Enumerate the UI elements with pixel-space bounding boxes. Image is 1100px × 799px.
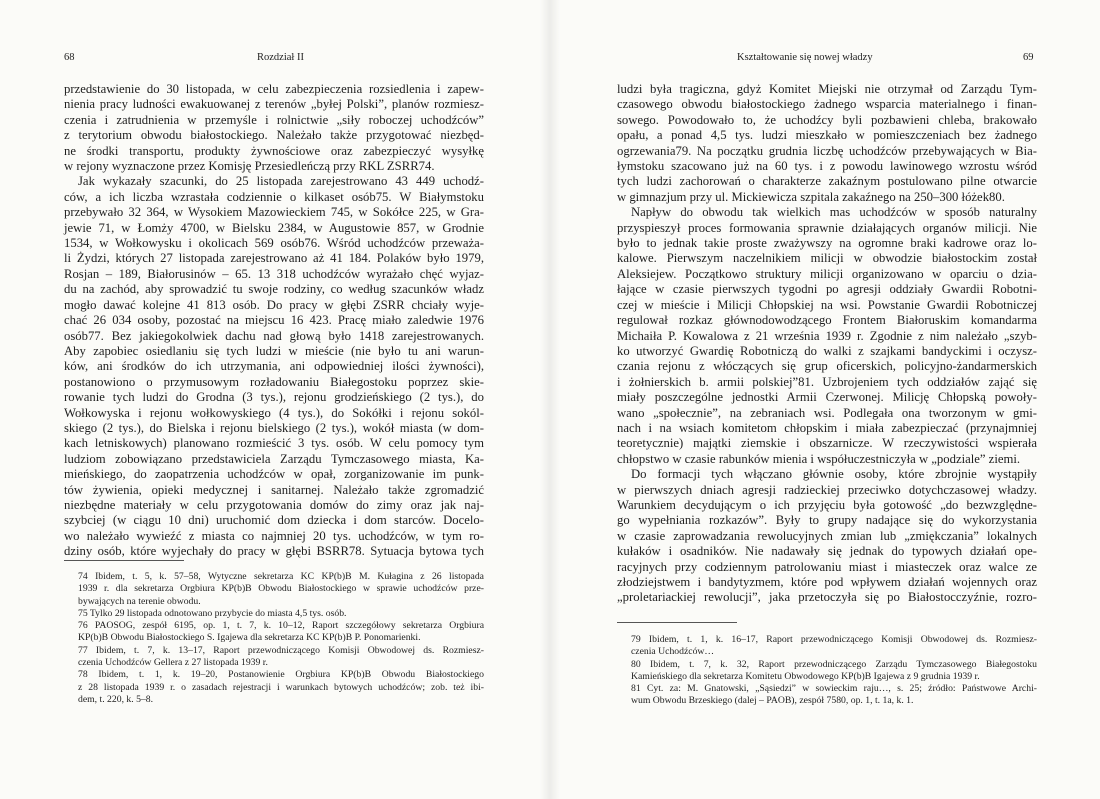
footnote <box>64 620 484 645</box>
page-number-right: 69 <box>1023 52 1034 63</box>
footnote-line: 1939 r. dla sekretarza Orgbiura KP(b)B Obwodu Białostockiego w sprawie uchodźców prze- <box>78 583 484 595</box>
right-body-text <box>617 82 1037 606</box>
body-line: łające w czasie pierwszych tygodni po agresji oddziały Gwardii Robotni- <box>617 282 1037 297</box>
body-line: kułaków i osadników. Nie nadawały się jednak do typowych działań ope- <box>617 544 1037 559</box>
body-line: w pierwszych dniach agresji radzieckiej przeciwko dotychczasowej władzy. <box>617 482 1037 497</box>
right-page <box>550 0 1100 799</box>
body-line: czasowego obwodu białostockiego żadnego wsparcia materialnego i finan- <box>617 97 1037 112</box>
body-line: chać 26 034 osoby, pozostać na miejscu 16 423. Pracę miało zaledwie 1976 <box>64 313 484 328</box>
body-line: rowanie tych ludzi do Grodna (3 tys.), rejonu grodzieńskiego (2 tys.), do <box>64 390 484 405</box>
right-footnotes <box>617 634 1037 708</box>
body-line: ludziom zobowiązano przedstawiciela Zarządu Tymczasowego miasta, Ka- <box>64 451 484 466</box>
body-line: sowego. Powodowało to, że uchodźcy byli pozbawieni chleba, brakowało <box>617 112 1037 127</box>
body-line: mieńskiego, do zaopatrzenia uchodźców w opał, zorganizowanie im punk- <box>64 467 484 482</box>
footnote-line: 76 PAOSOG, zespół 6195, op. 1, t. 7, k. 10–12, Raport szczegółowy sekretarza Orgbiura <box>78 620 484 632</box>
body-line: kach letniskowych) planowano rozmieścić 3 tys. osób. W celu pomocy tym <box>64 436 484 451</box>
footnote-line: 79 Ibidem, t. 1, k. 16–17, Raport przewodniczącego Komisji Obwodowej ds. Rozmiesz- <box>631 634 1037 645</box>
footnote-separator-right <box>617 622 737 623</box>
body-line: regulował rozkaz głównodowodzącego Frontem Białoruskim komandarma <box>617 313 1037 328</box>
body-line: wo należało wywieźć z miasta co najmniej 20 tys. uchodźców, w tym ro- <box>64 528 484 543</box>
body-line: mogło dawać kolejne 41 813 osób. Do pracy w głębi ZSRR chciały wyje- <box>64 297 484 312</box>
footnote <box>64 669 484 706</box>
footnote-line: 78 Ibidem, t. 1, k. 19–20, Postanowienie Orgbiura KP(b)B Obwodu Białostockiego <box>78 669 484 681</box>
body-line: li Żydzi, których 27 listopada zarejestrowano aż 41 184. Polaków było 1979, <box>64 251 484 266</box>
footnote-line: 74 Ibidem, t. 5, k. 57–58, Wytyczne sekretarza KC KP(b)B M. Kułagina z 26 listopada <box>78 571 484 582</box>
footnote-line: 75 Tylko 29 listopada odnotowano przybycie do miasta 4,5 tys. osób. <box>78 607 347 619</box>
body-line: „proletariackiej rewolucji”, jaka przetoczyła się po Białostocczyźnie, rozro- <box>617 590 1037 605</box>
body-line: w czasie zaprowadzania rewolucyjnych zmian lub „zmiękczania” lokalnych <box>617 528 1037 543</box>
footnote-line: wum Obwodu Brzeskiego (dalej – PAOB), zespół 7580, op. 1, t. 1a, k. 1. <box>631 695 914 707</box>
body-line: postanowiono o przymusowym rozładowaniu Białegostoku poprzez skie- <box>64 374 484 389</box>
body-line: Aleksiejew. Początkowo struktury milicji organizowano w oparciu o dzia- <box>617 266 1037 281</box>
body-line: nach i na wsiach komitetom chłopskim i miała zabezpieczać (przynajmniej <box>617 420 1037 435</box>
footnote <box>617 634 1037 659</box>
body-line: niezbędne materiały w celu przygotowania domów do zimy oraz jak naj- <box>64 497 484 512</box>
body-line: dziny osób, które wyjechały do pracy w głębi BSRR78. Sytuacja bytowa tych <box>64 544 484 559</box>
body-line: du na zachód, aby sprowadzić tu swoje rodziny, co według szacunków władz <box>64 282 484 297</box>
body-line: ków, ani środków do ich utrzymania, ani odpowiedniej ilości żywności), <box>64 359 484 374</box>
body-line: w rejony wyznaczone przez Komisję Przesiedleńczą przy RKL ZSRR74. <box>64 159 435 174</box>
body-line: i żołnierskich b. armii polskiej”81. Uzbrojeniem tych oddziałów zająć się <box>617 374 1037 389</box>
body-line: Napływ do obwodu tak wielkich mas uchodźców w sposób naturalny <box>631 205 1037 220</box>
running-head-left: Rozdział II <box>257 52 304 63</box>
body-line: tów żywienia, opieki medycznej i sanitarnej. Należało także zgromadzić <box>64 482 484 497</box>
body-line: Jak wykazały szacunki, do 25 listopada zarejestrowano 43 449 uchodź- <box>78 174 484 189</box>
footnote-line: Kamieńskiego dla sekretarza Komitetu Obwodowego KP(b)B Igajewa z 9 grudnia 1939 r. <box>631 670 980 682</box>
footnote <box>64 608 484 620</box>
body-line: Wołkowyska i rejonu wołkowyskiego (4 tys.), do Sokółki i rejonu sokól- <box>64 405 484 420</box>
footnote <box>64 645 484 670</box>
body-line: kalowe. Pierwszym naczelnikiem milicji w obwodzie białostockim został <box>617 251 1037 266</box>
left-footnotes <box>64 571 484 706</box>
body-line: 1534, w Wołkowysku i okolicach 569 osób76. Wśród uchodźców przeważa- <box>64 236 484 251</box>
body-line: go wypełniania rozkazów”. Były to grupy nadające się do wykorzystania <box>617 513 1037 528</box>
footnote-line: z 28 listopada 1939 r. o zasadach rejestracji i warunkach bytowych uchodźców; zob. też ibi- <box>78 681 484 693</box>
body-line: opału, a ponad 4,5 tys. ludzi mieszkało w pomieszczeniach bez żadnego <box>617 128 1037 143</box>
book-gutter <box>540 0 560 799</box>
body-line: czania rejonu z włóczących się grup oficerskich, policyjno-żandarmerskich <box>617 359 1037 374</box>
footnote-line: dem, t. 220, k. 5–8. <box>78 693 154 705</box>
body-line: osób77. Bez jakiegokolwiek dachu nad głową było 1418 zarejestrowanych. <box>64 328 484 343</box>
footnote <box>617 659 1037 684</box>
footnote-separator-left <box>64 560 184 561</box>
body-line: z terytorium obwodu białostockiego. Należało także przygotować niezbęd- <box>64 128 484 143</box>
body-line: czenia i zatrudnienia w przemyśle i rolnictwie „siły roboczej uchodźców” <box>64 112 484 127</box>
footnote <box>617 683 1037 708</box>
left-body-text <box>64 82 484 560</box>
footnote-line: 80 Ibidem, t. 7, k. 32, Raport przewodniczącego Zarządu Tymczasowego Białegostoku <box>631 658 1037 670</box>
footnote <box>64 571 484 608</box>
running-head-right: Kształtowanie się nowej władzy <box>737 52 873 63</box>
body-line: było to jednak takie proste zważywszy na ogromne braki kadrowe oraz lo- <box>617 236 1037 251</box>
body-line: Rosjan – 189, Białorusinów – 65. 13 318 uchodźców wyrażało chęć wyjaz- <box>64 266 484 281</box>
body-line: ogrzewania79. Na początku grudnia liczbę uchodźców przebywających w Bia- <box>617 143 1037 158</box>
footnote-line: bywających na terenie obwodu. <box>78 595 201 607</box>
body-line: Aby zapobiec osiedlaniu się tych ludzi w mieście (nie było tu ani warun- <box>64 343 484 358</box>
body-line: tych ludzi zachorowań o charakterze zakaźnym postulowano pilne otwarcie <box>617 174 1037 189</box>
page-number-left: 68 <box>64 52 75 63</box>
body-line: przebywało 32 364, w Wysokiem Mazowieckiem 745, w Sokółce 225, w Gra- <box>64 205 484 220</box>
footnote-line: czenia Uchodźców Gellera z 27 listopada 1939 r. <box>78 657 268 669</box>
body-line: ko utworzyć Gwardię Robotniczą do walki z szajkami bandyckimi i oczysz- <box>617 343 1037 358</box>
body-line: Michaiła P. Kowalowa z 21 września 1939 r. Zgodnie z nim należało „szyb- <box>617 328 1037 343</box>
body-line: szybciej (w ciągu 10 dni) uruchomić dom dziecka i dom starców. Docelo- <box>64 513 484 528</box>
body-line: Warunkiem decydującym o ich przyjęciu była gotowość „do bezwzględne- <box>617 497 1037 512</box>
footnote-line: czenia Uchodźców… <box>631 646 715 658</box>
body-line: ludzi była tragiczna, gdyż Komitet Miejski nie otrzymał od Zarządu Tym- <box>617 82 1037 96</box>
body-line: przedstawienie do 30 listopada, w celu zabezpieczenia rozsiedlenia i zapew- <box>64 82 484 96</box>
body-line: czej w mieście i Milicji Chłopskiej na wsi. Powstanie Gwardii Robotniczej <box>617 297 1037 312</box>
body-line: przyspieszył proces formowania sprawnie działających organów milicji. Nie <box>617 220 1037 235</box>
body-line: ne środki transportu, produkty żywnościowe oraz zabezpieczyć wysyłkę <box>64 143 484 158</box>
footnote-line: 77 Ibidem, t. 7, k. 13–17, Raport przewodniczącego Komisji Obwodowej ds. Rozmiesz- <box>78 644 484 656</box>
body-line: miały poszczególne jednostki Armii Czerwonej. Milicję Chłopską powoły- <box>617 390 1037 405</box>
body-line: wano „społecznie”, na zebraniach wsi. Podlegała ona tworzonym w gmi- <box>617 405 1037 420</box>
body-line: złodziejstwem i bandytyzmem, które pod wpływem działań wojennych oraz <box>617 575 1037 589</box>
body-line: Do formacji tych włączano głównie osoby, które zbrojnie wystąpiły <box>631 467 1037 482</box>
body-line: skiego (2 tys.), do Bielska i rejonu bielskiego (2 tys.), wokół miasta (w dom- <box>64 420 484 435</box>
body-line: chłopstwo w czasie rabunków mienia i współuczestniczyła w „podziale” ziemi. <box>617 451 1021 466</box>
body-line: nienia pracy ludności ewakuowanej z terenów „byłej Polski”, planów rozmiesz- <box>64 97 484 112</box>
body-line: teoretycznie) majątki ziemskie i obszarnicze. W rzeczywistości wspierała <box>617 436 1037 451</box>
body-line: ców, a ich liczba wzrastała codziennie o kilkaset osób75. W Białymstoku <box>64 189 484 204</box>
body-line: łymstoku szacowano już na 60 tys. i z powodu lawinowego wzrostu wśród <box>617 159 1037 174</box>
footnote-line: 81 Cyt. za: M. Gnatowski, „Sąsiedzi” w sowieckim raju…, s. 25; źródło: Państwowe Archi- <box>631 683 1037 695</box>
body-line: w gimnazjum przy ul. Mickiewicza szpitala zakaźnego na 250–300 łóżek80. <box>617 189 1005 204</box>
body-line: jewie 71, w Łomży 4700, w Bielsku 2384, w Augustowie 857, w Grodnie <box>64 220 484 235</box>
body-line: racyjnych przy codziennym patrolowaniu miast i miasteczek oraz walce ze <box>617 559 1037 574</box>
footnote-line: KP(b)B Obwodu Białostockiego S. Igajewa dla sekretarza KC KP(b)B P. Ponomarienki. <box>78 632 421 644</box>
